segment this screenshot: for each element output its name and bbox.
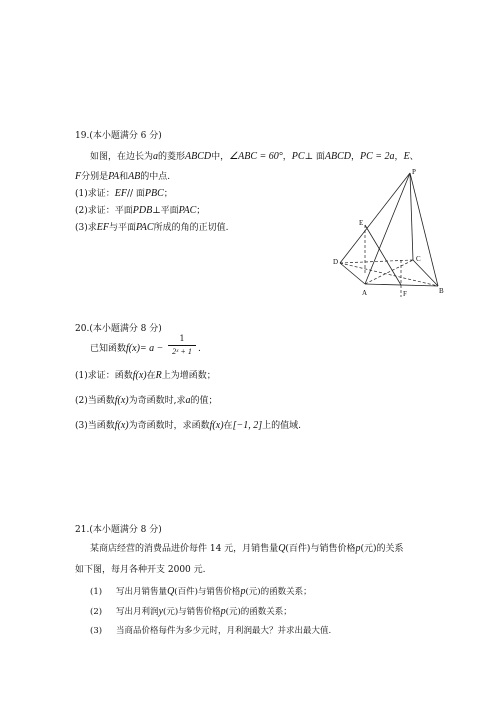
label-b: B [439, 287, 444, 295]
q20-given: 已知函数f(x)= a − [90, 343, 164, 354]
q19-intro-line2: F分别是PA和AB的中点. [75, 171, 171, 182]
label-p: P [412, 168, 416, 176]
q20-given-end: . [198, 344, 201, 354]
diag-ac [365, 260, 413, 284]
edge-pa [365, 173, 410, 284]
label-e: E [359, 219, 364, 227]
label-a: A [362, 289, 368, 297]
label-c: C [416, 255, 421, 263]
edge-pb [410, 173, 438, 286]
fraction-denominator: 2ˣ + 1 [172, 347, 192, 356]
fraction-numerator: 1 [179, 334, 185, 343]
q20-fraction [168, 334, 196, 357]
edge-pd [340, 173, 410, 263]
q19-item-2: (2)求证：平面PDB⊥平面PAC； [75, 205, 206, 216]
q19-header: 19.(本小题满分 6 分) [75, 131, 162, 141]
q21-paragraph-line2: 如下图，每月各种开支 2000 元. [75, 565, 206, 575]
q20-item-2: (2)当函数f(x)为奇函数时,求a的值； [75, 395, 218, 406]
q21-paragraph-line1: 某商店经营的消费品进价每件 14 元，月销售量Q(百件)与销售价格p(元)的关系 [90, 543, 404, 554]
label-d: D [333, 258, 339, 266]
fraction-bar [168, 345, 196, 346]
q19-intro-line1: 如图，在边长为a的菱形ABCD中，∠ABC = 60°，PC⊥ 面ABCD，PC = 2a，E、 [90, 151, 419, 162]
edge-cb [413, 260, 438, 286]
q19-item-3: (3)求EF与平面PAC所成的角的正切值. [75, 222, 229, 233]
q21-item-2: (2) 写出月利润y(元)与销售价格p(元)的函数关系； [90, 606, 292, 617]
q21-item-1: (1) 写出月销售量Q(百件)与销售价格p(元)的函数关系； [90, 586, 312, 597]
q20-item-1: (1)求证：函数f(x)在R上为增函数； [75, 370, 216, 381]
edge-pc [410, 173, 413, 260]
edge-ab [365, 284, 438, 286]
q20-item-3: (3)当函数f(x)为奇函数时，求函数f(x)在[−1, 2]上的值域. [75, 420, 301, 431]
q21-header: 21.(本小题满分 8 分) [75, 525, 162, 535]
q19-item-1: (1)求证：EF// 面PBC； [75, 188, 173, 199]
label-f: F [403, 290, 407, 298]
q20-header: 20.(本小题满分 8 分) [75, 324, 162, 334]
q21-item-3: (3) 当商品价格每件为多少元时，月利润最大？并求出最大值. [90, 626, 332, 636]
q19-pyramid-figure [330, 165, 450, 300]
diag-db [340, 263, 438, 286]
edge-dc [340, 260, 413, 263]
